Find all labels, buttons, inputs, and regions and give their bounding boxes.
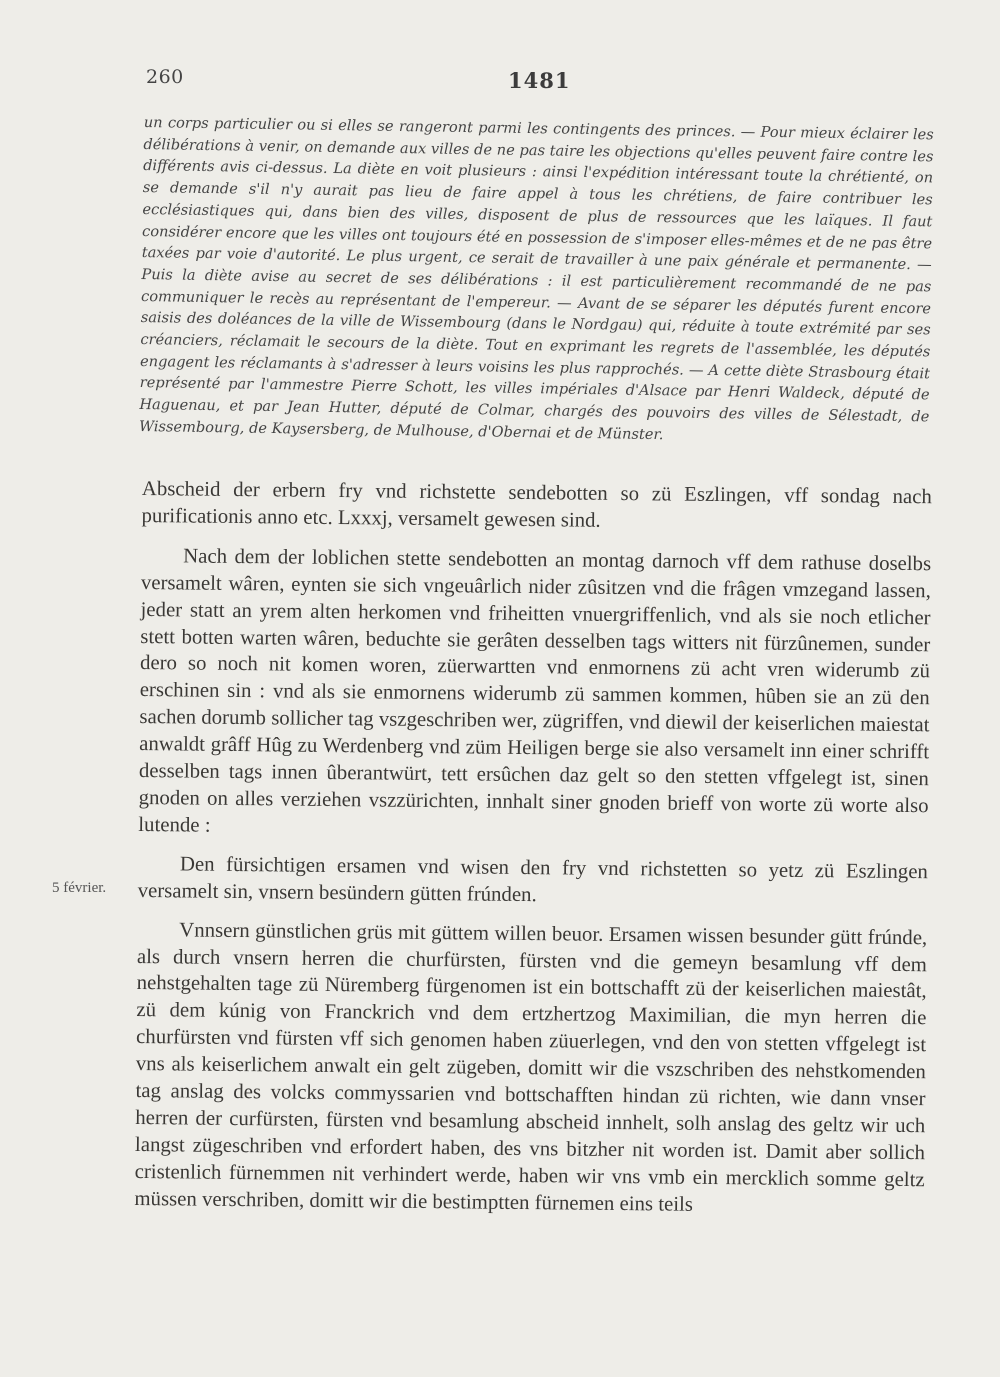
page-number: 260 bbox=[146, 66, 184, 88]
margin-date-note: 5 février. bbox=[52, 880, 107, 896]
main-text bbox=[134, 476, 932, 1221]
body-paragraph-2: Vnnsern günstlichen grüs mit güttem willen beuor. Ersamen wissen besunder gütt frúnde, als durch vnsern herren die churfürsten, fürsten vnd die gemeyn besamlung vff dem nehstgehalten tage zü Nüremberg fürgenomen ist ein bottschafft zü der keiserlichen maiestât, zü dem kúnig von Franckrich vnd dem ertzhertzog Maximilian, die myn herren die churfürsten vnd fürsten vff sich genomen haben züuerlegen, vnd den von stetten vffgelegt ist vns als keiserlichem anwalt ein gelt zügeben, domitt wir die vszschriben des nehstkomenden tag anslag des volcks commyssarien vnd bottschafften hindan zü richten, wie dann vnser herren der curfürsten, fürsten vnd besamlung abscheid innhelt, solh anslag des geltz wir uch langst zügeschriben vnd erfordert haben, des vns bitzher nit worden ist. Damit aber sollich cristenlich fürnemmen nit verhindert werde, haben wir vns vmb ein mercklich somme geltz müssen verschriben, domitt wir die bestimptten fürnemen eins teils bbox=[134, 918, 928, 1216]
french-summary bbox=[139, 112, 934, 450]
body-paragraph-1: Nach dem der loblichen stette sendebotten an montag darnoch vff dem rathuse doselbs versamelt wâren, eynten sie sich vngeuârlich nider zûsitzen vnd die frâgen vmzegand lassen, jeder statt an yrem alten herkomen vnd friheitten vnuergriffenlich, vnd als sie noch etlicher stett botten warten wâren, beduchte sie gerâten desselben tags witters nit fürzûnemen, sunder dero so noch nit komen woren, züerwartten vnd enmornens zü acht vren widerumb zü erschinen sin : vnd als sie enmornens widerumb zü sammen kommen, hûben sie an zü den sachen dorumb sollicher tag vszgeschriben wer, zügriffen, vnd diewil der keiserlichen maiestat anwaldt grâff Hûg zu Werdenberg vnd züm Heiligen berge sie also versamelt inn einer schrifft desselben tags innen ûberantwürt, tett ersûchen daz gelt so den stetten vffgelegt ist, sinen gnoden on alles verziehen vszzürichten, innhalt siner gnoden brieff von worte zü worte also lutende : bbox=[138, 544, 932, 837]
summary-paragraph: un corps particulier ou si elles se rangeront parmi les contingents des princes. — Pour mieux éclairer les délibérations à venir, on demande aux villes de ne pas taire les objections qu'elles peuvent faire contre les différents avis ci-dessus. La diète en voit plusieurs : ainsi l'expédition intéressant toute la chrétienté, on se demande s'il n'y aurait pas lieu de faire appel à tous les chrétiens, de faire contribuer les ecclésiastiques qui, dans bien des villes, disposent de plus de ressources que les laïques. Il faut considérer encore que les villes ont toujours été en possession de s'imposer elles-mêmes et de ne pas être taxées par voie d'autorité. Le plus urgent, ce serait de travailler à une paix générale et permanente. — Puis la diète avise au secret de ses délibérations : il est particulièrement recommandé de ne pas communiquer le recès au représentant de l'empereur. — Avant de se séparer les députés furent encore saisis des doléances de la ville de Wissembourg (dans le Nordgau) qui, réduite à toute extrémité par ses créanciers, réclamait le secours de la diète. Tout en exprimant les regrets de l'assemblée, les députés engagent les réclamants à s'adresser à leurs voisins les plus rapprochés. — A cette diète Strasbourg était représenté par l'ammestre Pierre Schott, les villes impériales d'Alsace par Henri Waldeck, député de Haguenau, et par Jean Hutter, député de Colmar, chargés des pouvoirs des villes de Sélestadt, de Wissembourg, de Kaysersberg, de Mulhouse, d'Obernai et de Münster. bbox=[138, 113, 934, 444]
document-heading: Abscheid der erbern fry vnd richstette sendebotten so zü Eszlingen, vff sondag nach purificationis anno etc. Lxxxj, versamelt gewesen sind. bbox=[141, 476, 932, 532]
running-head-year: 1481 bbox=[508, 68, 571, 93]
letter-address: Den fürsichtigen ersamen vnd wisen den fry vnd richstetten so yetz zü Eszlingen versamelt sin, vnsern besündern gütten frúnden. bbox=[137, 852, 929, 906]
